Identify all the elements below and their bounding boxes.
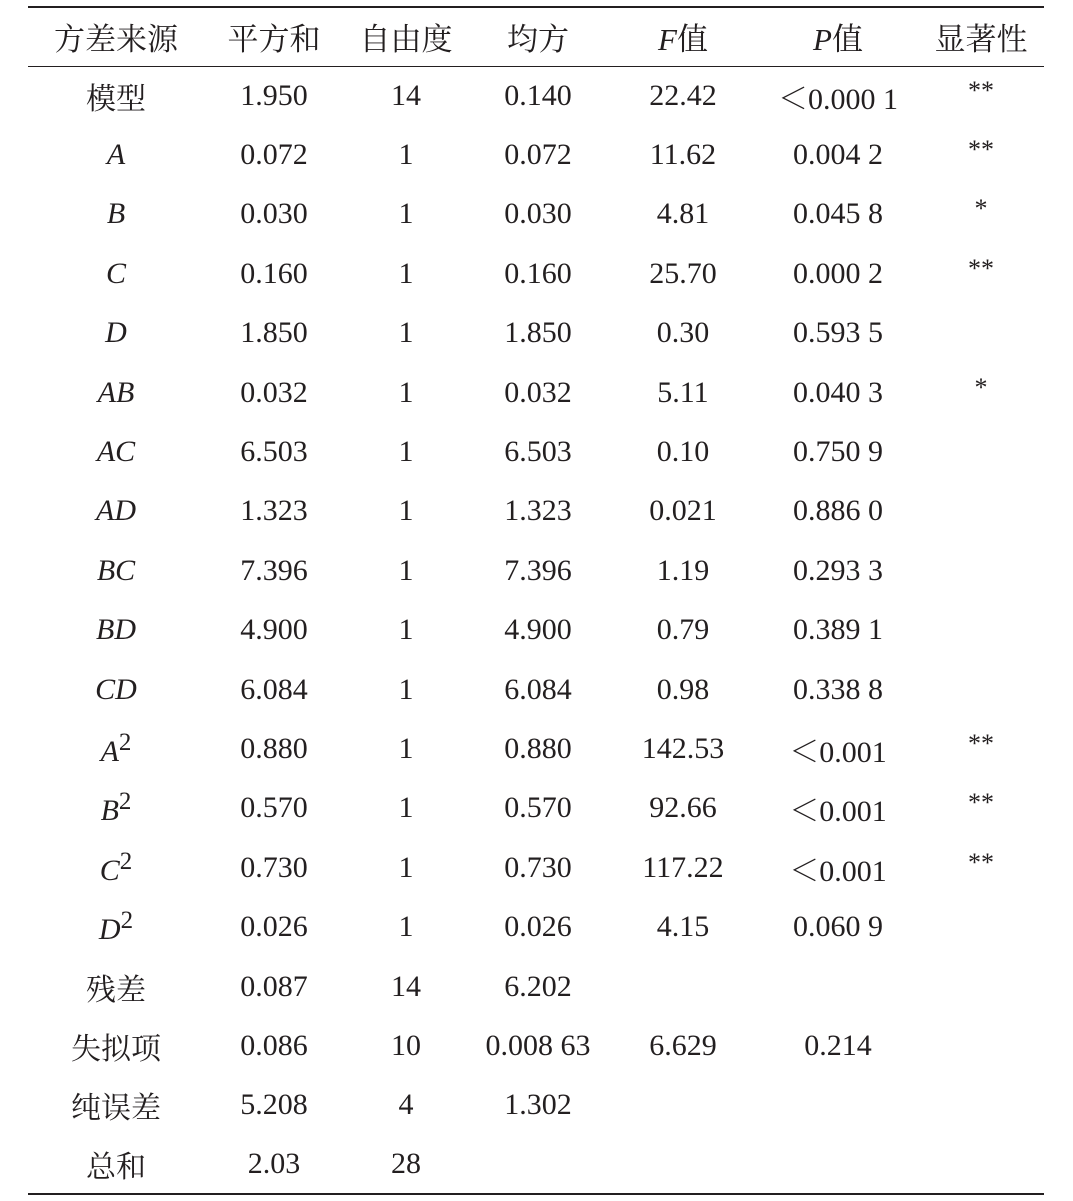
cell-f-value: 4.15 xyxy=(656,910,710,944)
cell-f-value: 22.42 xyxy=(649,78,717,112)
table-row xyxy=(28,125,1044,184)
header-f-suffix: 值 xyxy=(676,22,708,58)
cell-f-value: 11.62 xyxy=(649,138,717,172)
cell-p-value: ＜0.001 xyxy=(789,735,887,769)
source-exponent: 2 xyxy=(118,728,132,756)
cell-degrees-of-freedom: 28 xyxy=(344,1135,468,1194)
source-label: 残差 xyxy=(86,973,146,1007)
cell-mean-square: 0.570 xyxy=(504,791,572,825)
cell-significance xyxy=(918,482,1044,541)
cell-mean-square: 6.202 xyxy=(504,969,572,1003)
cell-p-value: 0.293 3 xyxy=(793,553,883,587)
significance-mark: ** xyxy=(968,728,994,758)
significance-mark: ** xyxy=(968,135,994,165)
cell-f-value: 5.11 xyxy=(657,375,709,409)
cell-source xyxy=(28,244,204,303)
cell-sum-of-squares: 0.730 xyxy=(240,850,308,884)
cell-f-value: 0.79 xyxy=(656,613,710,647)
cell-mean-square: 0.072 xyxy=(504,138,572,172)
source-label: C xyxy=(99,853,120,887)
cell-source xyxy=(28,719,204,778)
cell-mean-square: 0.160 xyxy=(504,256,572,290)
significance-mark: ** xyxy=(968,788,994,818)
table-row xyxy=(28,601,1044,660)
cell-source xyxy=(28,779,204,838)
cell-p-value: 0.004 2 xyxy=(793,138,883,172)
cell-sum-of-squares: 4.900 xyxy=(240,613,308,647)
cell-mean-square: 0.032 xyxy=(504,375,572,409)
cell-degrees-of-freedom: 1 xyxy=(398,731,414,765)
source-exponent: 2 xyxy=(120,907,134,935)
cell-significance xyxy=(918,541,1044,600)
cell-f-value: 25.70 xyxy=(649,256,717,290)
cell-source xyxy=(28,66,204,125)
table-row xyxy=(28,838,1044,897)
cell-f-value: 6.629 xyxy=(649,1028,717,1062)
table-row xyxy=(28,363,1044,422)
cell-sum-of-squares: 6.084 xyxy=(240,672,308,706)
cell-p-value: 0.389 1 xyxy=(793,613,883,647)
cell-significance xyxy=(918,244,1044,303)
header-f-value xyxy=(608,7,758,66)
table-row xyxy=(28,779,1044,838)
cell-source xyxy=(28,125,204,184)
header-p-symbol: P xyxy=(813,22,832,58)
source-label: B xyxy=(106,197,126,231)
source-label: AB xyxy=(97,375,135,409)
significance-mark: * xyxy=(974,194,988,224)
cell-mean-square: 6.503 xyxy=(504,435,572,469)
cell-source xyxy=(28,1135,204,1194)
header-p-suffix: 值 xyxy=(831,22,863,58)
table-body xyxy=(28,66,1044,1194)
header-row xyxy=(28,7,1044,66)
cell-degrees-of-freedom: 14 xyxy=(391,969,421,1003)
cell-degrees-of-freedom: 1 xyxy=(398,435,414,469)
cell-p-value: ＜0.000 1 xyxy=(778,82,898,116)
cell-f-value: 0.30 xyxy=(656,316,710,350)
cell-p-value: 0.338 8 xyxy=(793,672,883,706)
cell-sum-of-squares: 0.160 xyxy=(240,256,308,290)
cell-sum-of-squares: 1.850 xyxy=(240,316,308,350)
table-row xyxy=(28,957,1044,1016)
cell-sum-of-squares: 0.026 xyxy=(240,910,308,944)
cell-f-value xyxy=(608,1135,758,1194)
source-label: AD xyxy=(96,494,136,528)
cell-mean-square: 7.396 xyxy=(504,553,572,587)
cell-mean-square: 0.008 63 xyxy=(485,1028,591,1062)
source-label: AC xyxy=(96,435,136,469)
table-row xyxy=(28,482,1044,541)
header-degrees-of-freedom: 自由度 xyxy=(344,7,468,66)
source-label: 纯误差 xyxy=(71,1092,161,1126)
cell-source xyxy=(28,601,204,660)
cell-degrees-of-freedom: 1 xyxy=(398,850,414,884)
cell-source xyxy=(28,897,204,956)
table-row xyxy=(28,422,1044,481)
cell-significance xyxy=(918,304,1044,363)
table-row xyxy=(28,1135,1044,1194)
table-row xyxy=(28,660,1044,719)
cell-mean-square: 1.302 xyxy=(504,1088,572,1122)
cell-f-value xyxy=(608,957,758,1016)
cell-f-value: 117.22 xyxy=(642,850,724,884)
cell-f-value: 0.10 xyxy=(656,435,710,469)
cell-source xyxy=(28,1076,204,1135)
source-label: D xyxy=(98,913,121,947)
cell-mean-square: 6.084 xyxy=(504,672,572,706)
cell-significance xyxy=(918,363,1044,422)
cell-source xyxy=(28,838,204,897)
cell-source xyxy=(28,541,204,600)
cell-sum-of-squares: 6.503 xyxy=(240,435,308,469)
cell-f-value: 142.53 xyxy=(641,731,725,765)
cell-degrees-of-freedom: 1 xyxy=(398,375,414,409)
cell-p-value: 0.886 0 xyxy=(793,494,883,528)
table-row xyxy=(28,1076,1044,1135)
cell-mean-square xyxy=(468,1135,608,1194)
cell-degrees-of-freedom: 10 xyxy=(391,1028,421,1062)
cell-mean-square: 0.030 xyxy=(504,197,572,231)
source-label: D xyxy=(105,316,127,350)
source-label: 失拟项 xyxy=(71,1032,161,1066)
cell-sum-of-squares: 0.087 xyxy=(240,969,308,1003)
cell-significance xyxy=(918,779,1044,838)
source-label: 模型 xyxy=(86,82,146,116)
cell-mean-square: 0.140 xyxy=(504,78,572,112)
cell-p-value: 0.593 5 xyxy=(793,316,883,350)
cell-degrees-of-freedom: 1 xyxy=(398,910,414,944)
cell-degrees-of-freedom: 4 xyxy=(398,1088,414,1122)
cell-mean-square: 0.880 xyxy=(504,731,572,765)
cell-source xyxy=(28,1016,204,1075)
cell-p-value: 0.214 xyxy=(804,1028,872,1062)
header-significance: 显著性 xyxy=(918,7,1044,66)
cell-sum-of-squares: 0.072 xyxy=(240,138,308,172)
cell-source xyxy=(28,660,204,719)
cell-sum-of-squares: 1.323 xyxy=(240,494,308,528)
table-row xyxy=(28,719,1044,778)
cell-significance xyxy=(918,66,1044,125)
header-source: 方差来源 xyxy=(28,7,204,66)
cell-significance xyxy=(918,1016,1044,1075)
cell-f-value xyxy=(608,1076,758,1135)
significance-mark: ** xyxy=(968,847,994,877)
cell-significance xyxy=(918,422,1044,481)
cell-p-value xyxy=(758,1076,918,1135)
table-row xyxy=(28,541,1044,600)
cell-sum-of-squares: 0.880 xyxy=(240,731,308,765)
cell-mean-square: 0.730 xyxy=(504,850,572,884)
cell-degrees-of-freedom: 1 xyxy=(398,494,414,528)
cell-significance xyxy=(918,838,1044,897)
header-p-value xyxy=(758,7,918,66)
cell-sum-of-squares: 0.032 xyxy=(240,375,308,409)
cell-source xyxy=(28,957,204,1016)
cell-source xyxy=(28,363,204,422)
cell-f-value: 92.66 xyxy=(649,791,717,825)
cell-f-value: 1.19 xyxy=(656,553,710,587)
cell-sum-of-squares: 5.208 xyxy=(240,1088,308,1122)
cell-degrees-of-freedom: 1 xyxy=(398,553,414,587)
cell-p-value xyxy=(758,1135,918,1194)
table-row xyxy=(28,185,1044,244)
cell-significance xyxy=(918,897,1044,956)
cell-significance xyxy=(918,125,1044,184)
cell-significance xyxy=(918,719,1044,778)
significance-mark: ** xyxy=(968,75,994,105)
source-label: BC xyxy=(96,553,136,587)
cell-degrees-of-freedom: 1 xyxy=(398,791,414,825)
source-label: C xyxy=(105,256,126,290)
source-label: A xyxy=(106,138,126,172)
cell-sum-of-squares: 1.950 xyxy=(240,78,308,112)
cell-degrees-of-freedom: 1 xyxy=(398,197,414,231)
table-row xyxy=(28,66,1044,125)
significance-mark: ** xyxy=(968,253,994,283)
header-mean-square: 均方 xyxy=(468,7,608,66)
cell-p-value: 0.040 3 xyxy=(793,375,883,409)
source-label: BD xyxy=(96,613,136,647)
cell-significance xyxy=(918,601,1044,660)
cell-source xyxy=(28,482,204,541)
table-row xyxy=(28,897,1044,956)
source-exponent: 2 xyxy=(119,847,133,875)
cell-sum-of-squares: 2.03 xyxy=(204,1135,344,1194)
cell-source xyxy=(28,304,204,363)
anova-table xyxy=(28,6,1044,1195)
cell-significance xyxy=(918,1076,1044,1135)
cell-f-value: 0.021 xyxy=(649,494,717,528)
cell-p-value xyxy=(758,957,918,1016)
cell-degrees-of-freedom: 1 xyxy=(398,138,414,172)
cell-f-value: 4.81 xyxy=(656,197,710,231)
source-label: B xyxy=(100,794,119,828)
cell-p-value: ＜0.001 xyxy=(789,795,887,829)
cell-p-value: ＜0.001 xyxy=(789,854,887,888)
cell-degrees-of-freedom: 1 xyxy=(398,256,414,290)
cell-mean-square: 1.323 xyxy=(504,494,572,528)
cell-p-value: 0.000 2 xyxy=(793,256,883,290)
source-label: CD xyxy=(95,672,137,706)
source-label: 总和 xyxy=(86,1151,146,1185)
cell-significance xyxy=(918,660,1044,719)
cell-degrees-of-freedom: 14 xyxy=(391,78,421,112)
cell-p-value: 0.060 9 xyxy=(793,910,883,944)
cell-degrees-of-freedom: 1 xyxy=(398,672,414,706)
source-exponent: 2 xyxy=(118,788,132,816)
table-row xyxy=(28,244,1044,303)
significance-mark: * xyxy=(974,372,988,402)
cell-sum-of-squares: 7.396 xyxy=(240,553,308,587)
table-row xyxy=(28,304,1044,363)
cell-mean-square: 0.026 xyxy=(504,910,572,944)
cell-p-value: 0.045 8 xyxy=(793,197,883,231)
cell-degrees-of-freedom: 1 xyxy=(398,316,414,350)
cell-degrees-of-freedom: 1 xyxy=(398,613,414,647)
header-sum-of-squares: 平方和 xyxy=(204,7,344,66)
cell-sum-of-squares: 0.030 xyxy=(240,197,308,231)
cell-source xyxy=(28,185,204,244)
cell-source xyxy=(28,422,204,481)
source-label: A xyxy=(100,734,119,768)
cell-mean-square: 4.900 xyxy=(504,613,572,647)
cell-sum-of-squares: 0.570 xyxy=(240,791,308,825)
table-header xyxy=(28,7,1044,66)
cell-sum-of-squares: 0.086 xyxy=(240,1028,308,1062)
cell-mean-square: 1.850 xyxy=(504,316,572,350)
cell-significance xyxy=(918,957,1044,1016)
cell-significance xyxy=(918,1135,1044,1194)
cell-f-value: 0.98 xyxy=(656,672,710,706)
cell-significance xyxy=(918,185,1044,244)
cell-p-value: 0.750 9 xyxy=(793,435,883,469)
table-row xyxy=(28,1016,1044,1075)
header-f-symbol: F xyxy=(658,22,677,58)
